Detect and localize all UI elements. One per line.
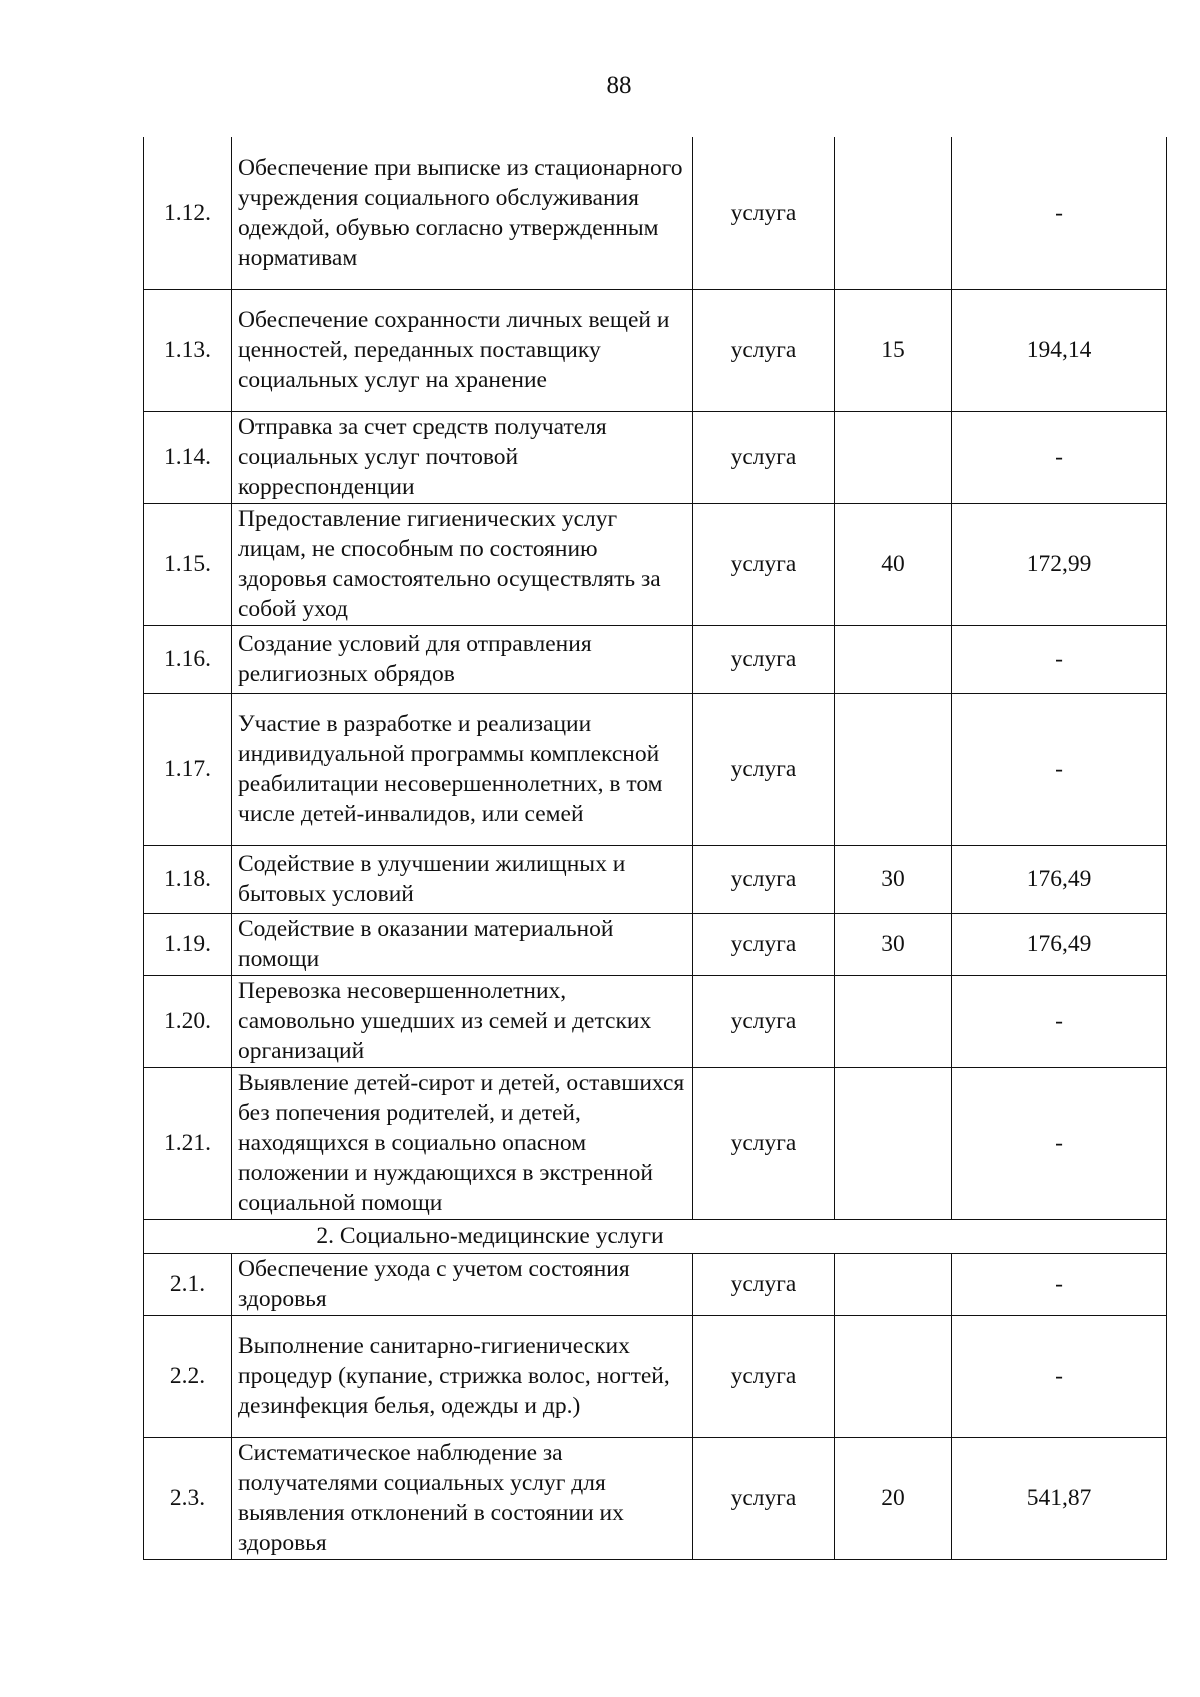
norm-cell: 30 (835, 845, 952, 913)
table-row (144, 1437, 1167, 1559)
service-name-cell: Участие в разработке и реализации индивидуальной программы комплексной реабилитации несовершеннолетних, в том числе детей-инвалидов, или семей (232, 693, 693, 845)
table-row (144, 693, 1167, 845)
row-number-cell: 2.3. (144, 1437, 232, 1559)
table-row (144, 625, 1167, 693)
price-cell: 176,49 (952, 845, 1167, 913)
unit-cell: услуга (693, 1253, 835, 1315)
service-name-cell: Содействие в оказании материальной помощи (232, 913, 693, 975)
row-number-cell: 1.21. (144, 1067, 232, 1219)
norm-cell: 30 (835, 913, 952, 975)
norm-cell (835, 1067, 952, 1219)
unit-cell: услуга (693, 1315, 835, 1437)
service-name-cell: Перевозка несовершеннолетних, самовольно ушедших из семей и детских организаций (232, 975, 693, 1067)
unit-cell: услуга (693, 975, 835, 1067)
unit-cell: услуга (693, 625, 835, 693)
price-cell: 541,87 (952, 1437, 1167, 1559)
row-number-cell: 1.14. (144, 411, 232, 503)
table-row (144, 411, 1167, 503)
page-number: 88 (606, 72, 632, 99)
service-name-cell: Выполнение санитарно-гигиенических процедур (купание, стрижка волос, ногтей, дезинфекция белья, одежды и др.) (232, 1315, 693, 1437)
table-row (144, 289, 1167, 411)
row-number-cell: 2.2. (144, 1315, 232, 1437)
price-cell: - (952, 625, 1167, 693)
row-number-cell: 1.16. (144, 625, 232, 693)
row-number-cell: 1.12. (144, 137, 232, 289)
table-row (144, 845, 1167, 913)
service-name-cell: Обеспечение сохранности личных вещей и ценностей, переданных поставщику социальных услуг на хранение (232, 289, 693, 411)
table-row (144, 137, 1167, 289)
price-cell: - (952, 693, 1167, 845)
row-number-cell: 1.20. (144, 975, 232, 1067)
price-cell: - (952, 975, 1167, 1067)
unit-cell: услуга (693, 411, 835, 503)
price-cell: 194,14 (952, 289, 1167, 411)
unit-cell: услуга (693, 503, 835, 625)
price-cell: - (952, 411, 1167, 503)
row-number-cell: 1.15. (144, 503, 232, 625)
unit-cell: услуга (693, 845, 835, 913)
unit-cell: услуга (693, 137, 835, 289)
norm-cell (835, 1253, 952, 1315)
price-cell: - (952, 1315, 1167, 1437)
table-row (144, 913, 1167, 975)
service-name-cell: Выявление детей-сирот и детей, оставшихся без попечения родителей, и детей, находящихся в социально опасном положении и нуждающихся в экстренной социальной помощи (232, 1067, 693, 1219)
price-cell: - (952, 137, 1167, 289)
norm-cell: 40 (835, 503, 952, 625)
table-row (144, 1315, 1167, 1437)
table-row (144, 503, 1167, 625)
norm-cell (835, 137, 952, 289)
norm-cell (835, 1315, 952, 1437)
section-title: 2. Социально-медицинские услуги (316, 1223, 664, 1249)
unit-cell: услуга (693, 1067, 835, 1219)
service-name-cell: Отправка за счет средств получателя социальных услуг почтовой корреспонденции (232, 411, 693, 503)
service-name-cell: Систематическое наблюдение за получателями социальных услуг для выявления отклонений в состоянии их здоровья (232, 1437, 693, 1559)
norm-cell (835, 693, 952, 845)
service-name-cell: Создание условий для отправления религиозных обрядов (232, 625, 693, 693)
row-number-cell: 2.1. (144, 1253, 232, 1315)
services-table (143, 137, 1167, 1560)
price-cell: 176,49 (952, 913, 1167, 975)
price-cell: - (952, 1253, 1167, 1315)
norm-cell: 20 (835, 1437, 952, 1559)
norm-cell (835, 975, 952, 1067)
unit-cell: услуга (693, 1437, 835, 1559)
row-number-cell: 1.19. (144, 913, 232, 975)
services-table-body (144, 137, 1167, 1559)
table-row (144, 975, 1167, 1067)
table-row (144, 1067, 1167, 1219)
section-row (144, 1219, 1167, 1253)
row-number-cell: 1.18. (144, 845, 232, 913)
norm-cell: 15 (835, 289, 952, 411)
service-name-cell: Содействие в улучшении жилищных и бытовых условий (232, 845, 693, 913)
norm-cell (835, 411, 952, 503)
unit-cell: услуга (693, 289, 835, 411)
unit-cell: услуга (693, 913, 835, 975)
service-name-cell: Обеспечение при выписке из стационарного учреждения социального обслуживания одеждой, обувью согласно утвержденным нормативам (232, 137, 693, 289)
unit-cell: услуга (693, 693, 835, 845)
service-name-cell: Обеспечение ухода с учетом состояния здоровья (232, 1253, 693, 1315)
row-number-cell: 1.13. (144, 289, 232, 411)
price-cell: - (952, 1067, 1167, 1219)
norm-cell (835, 625, 952, 693)
section-title-cell (144, 1219, 1167, 1253)
service-name-cell: Предоставление гигиенических услуг лицам, не способным по состоянию здоровья самостоятельно осуществлять за собой уход (232, 503, 693, 625)
price-cell: 172,99 (952, 503, 1167, 625)
row-number-cell: 1.17. (144, 693, 232, 845)
table-row (144, 1253, 1167, 1315)
